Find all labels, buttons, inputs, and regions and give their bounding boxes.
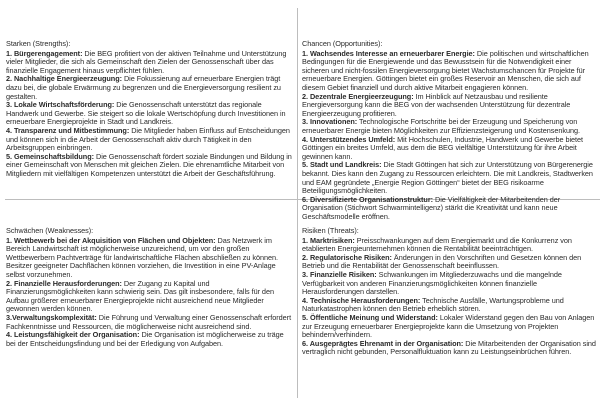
opportunity-item — [302, 161, 599, 195]
opportunity-text: Technologische Fortschritte bei der Erzeugung und Speicherung von erneuerbarer Energie bieten Möglichkeiten zur Effizienzsteigerung und Kostensenkung. — [302, 117, 580, 135]
opportunity-item — [302, 196, 599, 222]
weakness-title: 3.Verwaltungskomplexität: — [6, 312, 97, 322]
strength-text: Die Genossenschaft fördert soziale Bindungen und Bildung in einer Gemeinschaft von Menschen mit gleichen Zielen. Die ehrenamtliche Mitarbeit von Mitgliedern mit vielfältigen Kompetenzen unterstützt die Arbeit der Geschäftsführung. — [6, 151, 292, 178]
weakness-title: 4. Leistungsfähigkeit der Organisation: — [6, 330, 140, 340]
threat-item — [302, 297, 599, 314]
threat-title: 6. Ausgeprägtes Ehrenamt in der Organisation: — [302, 338, 464, 348]
weakness-item — [6, 280, 294, 314]
opportunity-item — [302, 93, 599, 119]
strength-item — [6, 50, 294, 76]
weakness-text: Der Zugang zu Kapital und Finanzierungsmöglichkeiten kann schwierig sein. Das gilt insbesondere, falls für den Aufbau größerer erneuerbarer Energieprojekte nicht ausreichend neue Mitglieder gewonnen werden können. — [6, 278, 274, 314]
opportunity-title: 4. Unterstützendes Umfeld: — [302, 134, 396, 144]
opportunity-title: 1. Wachsendes Interesse an erneuerbarer Energie: — [302, 48, 475, 58]
vertical-divider — [297, 8, 298, 398]
threat-title: 3. Finanzielle Risiken: — [302, 269, 377, 279]
strength-title: 2. Nachhaltige Energieerzeugung: — [6, 74, 122, 84]
threat-text: Lokaler Widerstand gegen den Bau von Anlagen zur Erzeugung erneuerbarer Energieprojekte kann die Umsetzung von Projekten behindern/verhindern. — [302, 312, 595, 340]
opportunities-cell — [302, 40, 599, 221]
threat-text: Preisschwankungen auf dem Energiemarkt und die Konkurrenz von etablierten Energieunternehmen können die Rentabilität beeinträchtigen. — [302, 235, 572, 254]
threat-title: 1. Marktrisiken: — [302, 235, 355, 245]
strength-text: Die Mitglieder haben Einfluss auf Entscheidungen und können sich in die Arbeit der Genossenschaft aktiv durch Tätigkeit in den Arbeitsgruppen einbringen. — [6, 125, 290, 153]
weakness-item — [6, 331, 294, 348]
opportunity-text: Die politischen und wirtschaftlichen Bedingungen für die Energiewende und das Bewusstsein für die Notwendigkeit einer sicheren und nicht-fossilen Energieversorgung bietet Wachstumschancen für Projekte für erneuerbare Energien. Göttingen bietet ein großes Reservoir an Menschen, die sich auf diesem Gebiet finanziell und durch aktive Mitarbeit engagieren können. — [302, 48, 589, 92]
strength-item — [6, 127, 294, 153]
opportunity-title: 3. Innovationen: — [302, 117, 358, 127]
weaknesses-cell — [6, 227, 294, 348]
strength-title: 5. Gemeinschaftsbildung: — [6, 151, 94, 161]
strength-title: 1. Bürgerengagement: — [6, 48, 83, 58]
threat-text: Die Mitarbeitenden der Organisation sind vertraglich nicht gebunden, Personalfluktuation kann zu Leistungseinbrüchen führen. — [302, 338, 596, 357]
threat-item — [302, 314, 599, 340]
threat-title: 4. Technische Herausforderungen: — [302, 295, 421, 305]
opportunity-item — [302, 136, 599, 162]
weakness-item — [6, 314, 294, 331]
opportunity-item — [302, 118, 599, 135]
weakness-text: Die Führung und Verwaltung einer Genossenschaft erfordert Fachkenntnisse und Ressourcen, die möglicherweise nicht ausreichend sind. — [6, 312, 292, 331]
opportunity-title: 5. Stadt und Landkreis: — [302, 160, 382, 170]
weakness-text: Die Organisation ist möglicherweise zu träge bei der Entscheidungsfindung und bei der Erledigung von Aufgaben. — [6, 330, 284, 348]
opportunity-title: 6. Diversifizierte Organisationstruktur: — [302, 194, 434, 204]
strength-text: Die Genossenschaft unterstützt das regionale Handwerk und Gewerbe. Sie steigert so die lokale Wertschöpfung durch Investitionen in erneuerbare Energieprojekte in Stadt und Landkreis. — [6, 100, 286, 127]
weakness-title: 2. Finanzielle Herausforderungen: — [6, 278, 122, 288]
weakness-item — [6, 237, 294, 280]
opportunity-text: Die Vielfältigkeit der Mitarbeitenden der Organisation (Stichwort Schwarmintelligenz) stärkt die Kreativität und kann neue Geschäftsmodelle eröffnen. — [302, 194, 561, 221]
threat-item — [302, 254, 599, 271]
weakness-title: 1. Wettbewerb bei der Akquisition von Flächen und Objekten: — [6, 235, 216, 245]
opportunity-text: Mit Hochschulen, Industrie, Handwerk und Gewerbe bietet Göttingen ein breites Umfeld, aus dem die BEG vielfältige Unterstützung für ihre Arbeit gewinnen kann. — [302, 134, 584, 161]
threat-item — [302, 271, 599, 297]
opportunities-heading: Chancen (Opportunities): — [302, 39, 383, 48]
threat-title: 2. Regulatorische Risiken: — [302, 252, 392, 262]
strength-item — [6, 153, 294, 179]
strength-item — [6, 101, 294, 127]
strength-item — [6, 75, 294, 101]
threat-text: Schwankungen im Mitgliederzuwachs und die mangelnde Verfügbarkeit von anderen Finanzierungsmöglichkeiten können finanzielle Herausforderungen darstellen. — [302, 269, 562, 297]
strength-text: Die Fokussierung auf erneuerbare Energien trägt dazu bei, die globale Erwärmung zu begrenzen und die Energieversorgung resilient zu gestalten. — [6, 74, 281, 101]
opportunity-title: 2. Dezentrale Energieerzeugung: — [302, 91, 414, 101]
threat-text: Änderungen in den Vorschriften und Gesetzen können den Betrieb und die Rentabilität der Genossenschaft beeinflussen. — [302, 252, 582, 271]
weaknesses-heading: Schwächen (Weaknesses): — [6, 226, 94, 235]
threat-item — [302, 340, 599, 357]
strength-title: 3. Lokale Wirtschaftsförderung: — [6, 100, 115, 110]
threats-heading: Risiken (Threats): — [302, 226, 359, 235]
threats-cell — [302, 227, 599, 357]
strengths-cell — [6, 40, 294, 179]
strengths-heading: Starken (Strengths): — [6, 39, 71, 48]
threat-text: Technische Ausfälle, Wartungsprobleme und Naturkatastrophen können den Betrieb erheblich stören. — [302, 295, 564, 314]
weakness-text: Das Netzwerk im Bereich Landwirtschaft ist möglicherweise unzureichend, um vor den großen Wettbewerbern Pachtverträge für landwirtschaftliche Flächen abschließen zu können. Besitzer geeigneter Dachflächen können vorziehen, die Investition in eine PV-Anlage selbst vorzunehmen. — [6, 235, 278, 279]
opportunity-text: Im Hinblick auf Netzausbau und resiliente Energieversorgung kann die BEG von der wachsenden Unterstützung für dezentrale Energieerzeugung profitieren. — [302, 91, 571, 118]
strength-title: 4. Transparenz und Mitbestimmung: — [6, 125, 130, 135]
opportunity-text: Die Stadt Göttingen hat sich zur Unterstützung von Bürgerenergie bekannt. Dies kann den Zugang zu Ressourcen erleichtern. Die mit Landkreis, Stadtwerken und EAM gegründete „Energie Region Göttingen“ bietet der BEG risikoarme Beteiligungsmöglichkeiten. — [302, 160, 593, 196]
opportunity-item — [302, 50, 599, 93]
strength-text: Die BEG profitiert von der aktiven Teilnahme und Unterstützung vieler Mitglieder, die sich als Gemeinschaft den Zielen der Genossenschaft über das finanzielle Engagement hinaus verpflichtet fühlen. — [6, 48, 287, 75]
threat-title: 5. Öffentliche Meinung und Widerstand: — [302, 312, 438, 322]
threat-item — [302, 237, 599, 254]
